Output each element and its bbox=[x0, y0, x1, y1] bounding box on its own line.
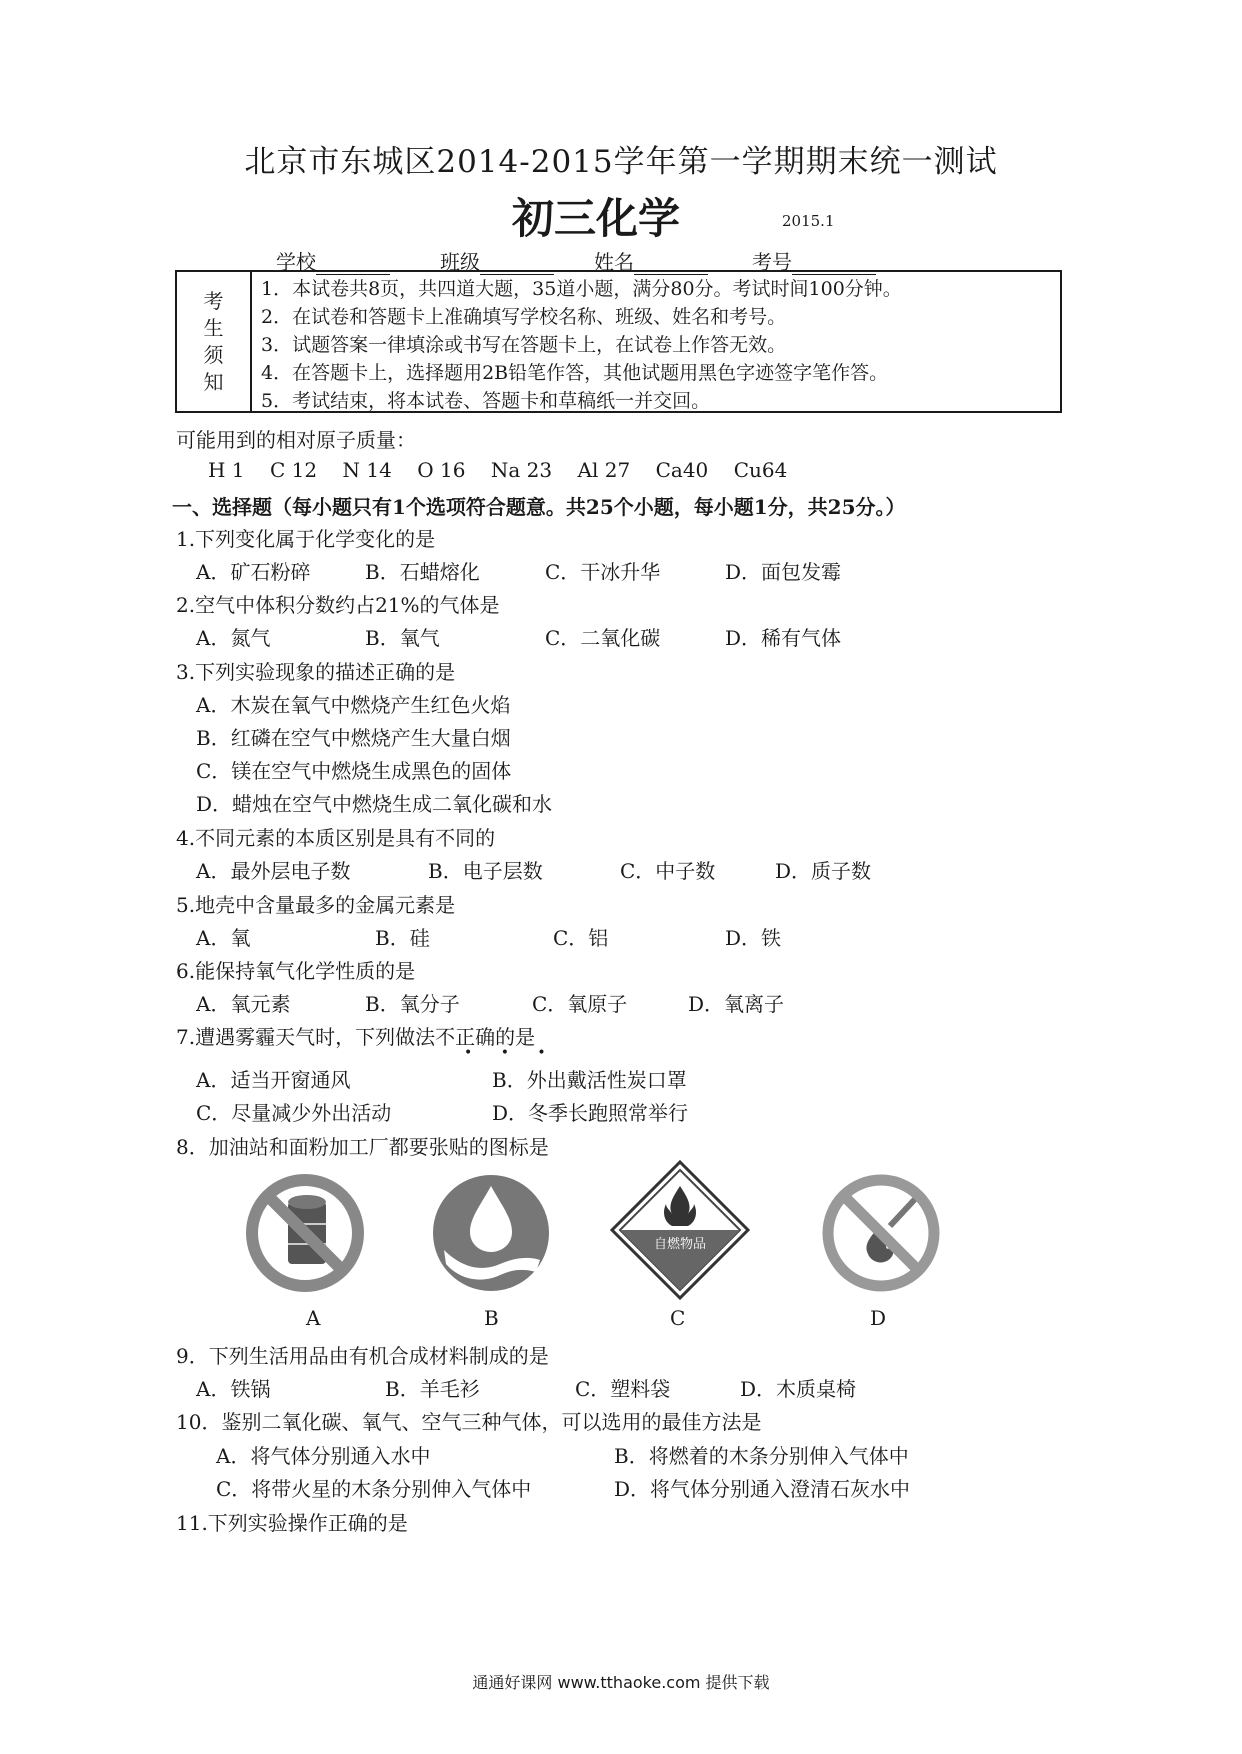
spontaneous-combustion-sign-icon bbox=[610, 1160, 750, 1300]
emphasis-dots: • • • bbox=[464, 1045, 558, 1061]
option-b: B．氧分子 bbox=[365, 992, 460, 1016]
option-c: C．塑料袋 bbox=[575, 1377, 671, 1401]
option-a: A．铁锅 bbox=[196, 1377, 271, 1401]
notice-heading-char: 知 bbox=[203, 369, 224, 394]
option-d: D．将气体分别通入澄清石灰水中 bbox=[614, 1477, 911, 1501]
option-a: A．将气体分别通入水中 bbox=[216, 1444, 431, 1468]
option-b: B．氧气 bbox=[365, 626, 440, 650]
exam-subtitle: 初三化学 bbox=[512, 194, 681, 243]
question-stem: 6.能保持氧气化学性质的是 bbox=[176, 959, 416, 983]
sign-label-d: D bbox=[870, 1306, 887, 1330]
option-a: A．矿石粉碎 bbox=[196, 560, 311, 584]
no-oil-drum-sign-icon bbox=[244, 1172, 366, 1294]
option-a: A．氮气 bbox=[196, 626, 271, 650]
option-c: C．二氧化碳 bbox=[545, 626, 661, 650]
option-d: D．蜡烛在空气中燃烧生成二氧化碳和水 bbox=[196, 792, 553, 816]
page-footer: 通通好课网 www.tthaoke.com 提供下载 bbox=[472, 1673, 770, 1692]
question-stem: 2.空气中体积分数约占21%的气体是 bbox=[176, 593, 500, 617]
option-c: C．尽量减少外出活动 bbox=[196, 1101, 392, 1125]
option-d: D．稀有气体 bbox=[725, 626, 842, 650]
exam-notice-box bbox=[175, 270, 1062, 413]
option-b: B．电子层数 bbox=[428, 859, 543, 883]
sign-label-a: A bbox=[306, 1306, 321, 1330]
sign-label-c: C bbox=[670, 1306, 686, 1330]
question-stem: 5.地壳中含量最多的金属元素是 bbox=[176, 893, 456, 917]
question-stem: 1.下列变化属于化学变化的是 bbox=[176, 527, 436, 551]
atomic-mass-values: H 1 C 12 N 14 O 16 Na 23 Al 27 Ca40 Cu64 bbox=[208, 458, 788, 482]
question-stem: 10．鉴别二氧化碳、氧气、空气三种气体，可以选用的最佳方法是 bbox=[176, 1410, 762, 1434]
question-stem: 8．加油站和面粉加工厂都要张贴的图标是 bbox=[176, 1135, 549, 1159]
option-b: B．硅 bbox=[375, 926, 430, 950]
option-b: B．石蜡熔化 bbox=[365, 560, 480, 584]
option-c: C．镁在空气中燃烧生成黑色的固体 bbox=[196, 759, 512, 783]
option-d: D．冬季长跑照常举行 bbox=[492, 1101, 689, 1125]
exam-date: 2015.1 bbox=[782, 212, 835, 230]
notice-item: 2．在试卷和答题卡上准确填写学校名称、班级、姓名和考号。 bbox=[261, 306, 787, 328]
water-drop-sign-icon bbox=[430, 1172, 552, 1294]
option-c: C．中子数 bbox=[620, 859, 716, 883]
notice-heading-char: 生 bbox=[203, 315, 224, 340]
notice-item: 3．试题答案一律填涂或书写在答题卡上，在试卷上作答无效。 bbox=[261, 334, 787, 356]
option-d: D．铁 bbox=[725, 926, 782, 950]
question-stem: 11.下列实验操作正确的是 bbox=[176, 1511, 408, 1535]
question-stem: 4.不同元素的本质区别是具有不同的 bbox=[176, 826, 496, 850]
notice-item: 4．在答题卡上，选择题用2B铅笔作答，其他试题用黑色字迹签字笔作答。 bbox=[261, 362, 889, 384]
question-stem: 9．下列生活用品由有机合成材料制成的是 bbox=[176, 1344, 549, 1368]
notice-heading-char: 须 bbox=[203, 342, 224, 367]
option-d: D．氧离子 bbox=[688, 992, 785, 1016]
notice-item: 1．本试卷共8页，共四道大题，35道小题，满分80分。考试时间100分钟。 bbox=[261, 278, 902, 300]
option-a: A．适当开窗通风 bbox=[196, 1068, 351, 1092]
option-c: C．氧原子 bbox=[532, 992, 628, 1016]
option-a: A．氧元素 bbox=[196, 992, 291, 1016]
option-b: B．将燃着的木条分别伸入气体中 bbox=[614, 1444, 909, 1468]
option-b: B．红磷在空气中燃烧产生大量白烟 bbox=[196, 726, 511, 750]
name-label: 姓名 bbox=[594, 250, 634, 274]
option-b: B．羊毛衫 bbox=[385, 1377, 480, 1401]
no-fire-sign-icon bbox=[820, 1172, 942, 1294]
section-heading: 一、选择题（每小题只有1个选项符合题意。共25个小题，每小题1分，共25分。） bbox=[172, 495, 906, 519]
exam-title: 北京市东城区2014-2015学年第一学期期末统一测试 bbox=[244, 144, 998, 180]
option-c: C．干冰升华 bbox=[545, 560, 661, 584]
option-c: C．铝 bbox=[553, 926, 609, 950]
school-label: 学校 bbox=[276, 250, 316, 274]
id-label: 考号 bbox=[752, 250, 792, 274]
option-d: D．面包发霉 bbox=[725, 560, 842, 584]
option-c: C．将带火星的木条分别伸入气体中 bbox=[216, 1477, 532, 1501]
atomic-mass-label: 可能用到的相对原子质量： bbox=[176, 428, 416, 452]
class-label: 班级 bbox=[440, 250, 480, 274]
sign-label-b: B bbox=[484, 1306, 499, 1330]
sign-c-text: 自燃物品 bbox=[653, 1237, 707, 1252]
option-d: D．木质桌椅 bbox=[740, 1377, 857, 1401]
option-b: B．外出戴活性炭口罩 bbox=[492, 1068, 687, 1092]
question-stem: 7.遭遇雾霾天气时，下列做法不正确的是 bbox=[176, 1025, 536, 1049]
notice-heading-char: 考 bbox=[203, 288, 224, 313]
option-a: A．氧 bbox=[196, 926, 251, 950]
option-a: A．最外层电子数 bbox=[196, 859, 351, 883]
notice-item: 5．考试结束，将本试卷、答题卡和草稿纸一并交回。 bbox=[261, 390, 711, 412]
question-stem: 3.下列实验现象的描述正确的是 bbox=[176, 660, 456, 684]
option-d: D．质子数 bbox=[775, 859, 872, 883]
option-a: A．木炭在氧气中燃烧产生红色火焰 bbox=[196, 693, 511, 717]
notice-heading bbox=[177, 272, 252, 411]
